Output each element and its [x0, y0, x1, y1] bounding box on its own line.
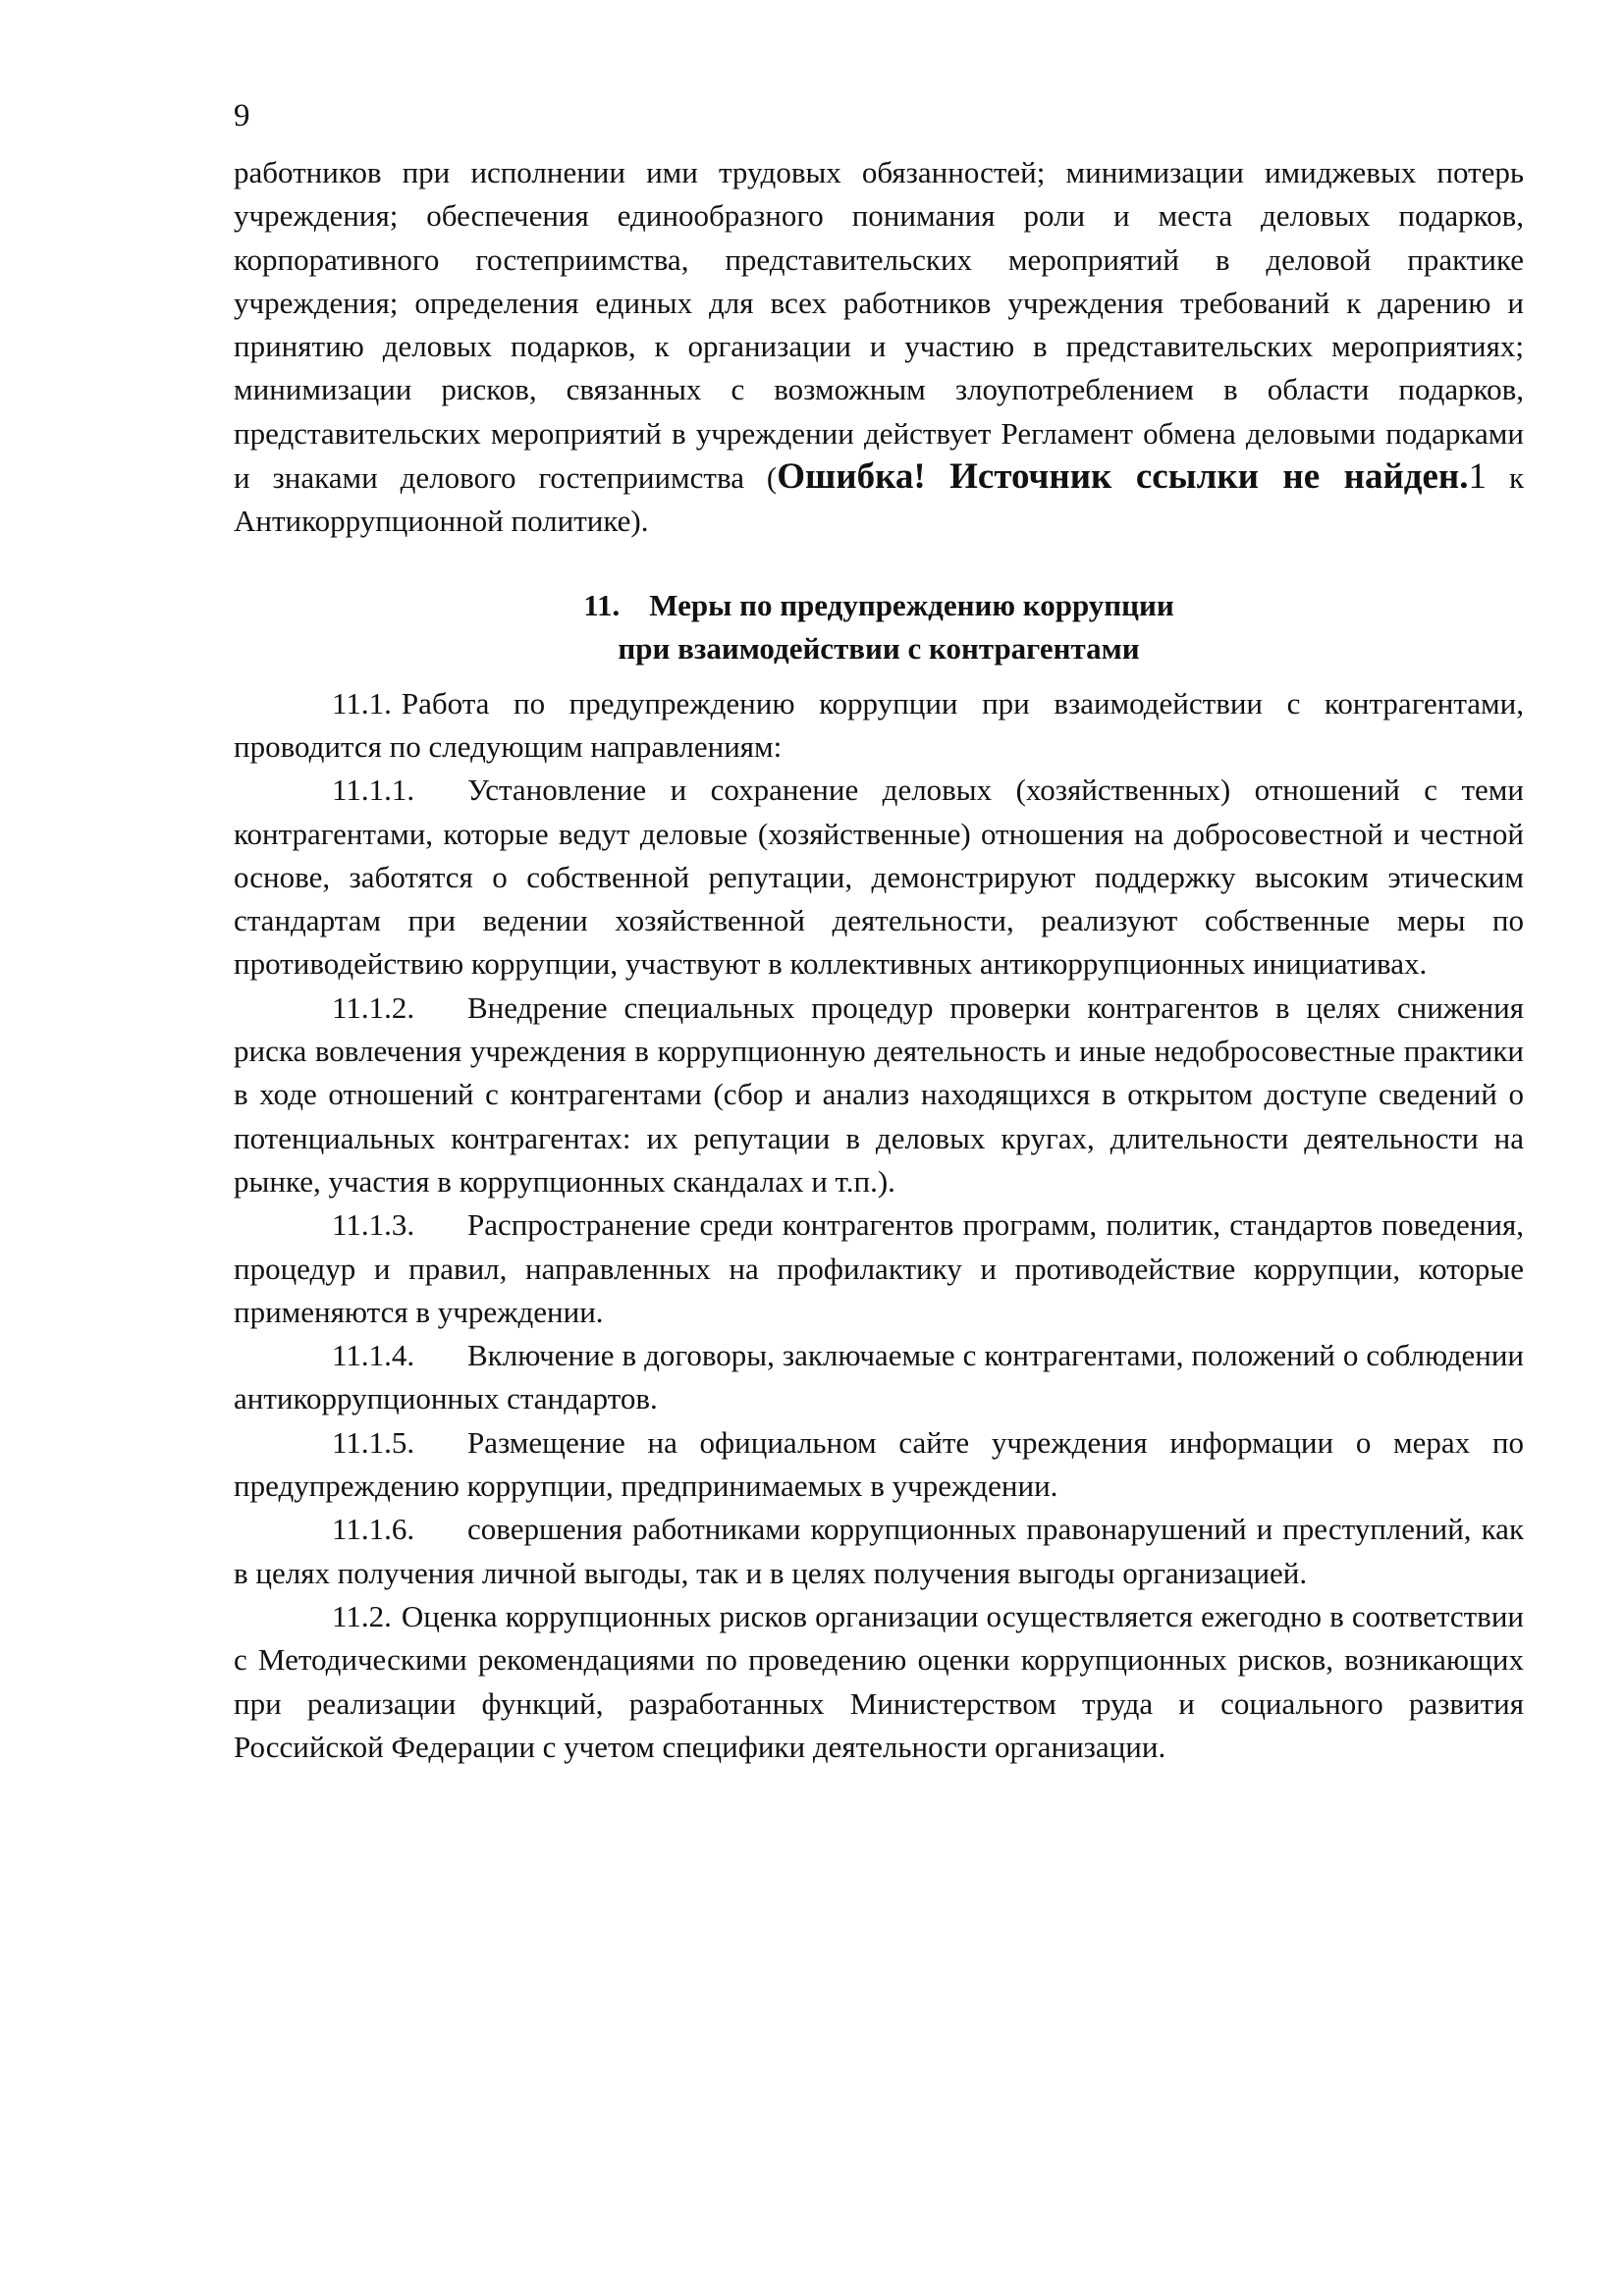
- clause-label: 11.1.3.: [332, 1207, 415, 1243]
- section-title-line1: Меры по предупреждению коррупции: [649, 587, 1174, 622]
- clause-11-1-1: [234, 769, 1524, 986]
- document-body: [234, 151, 1524, 1769]
- clause-text: совершения работниками коррупционных правонарушений и преступлений, как в целях получения личной выгоды, так и в целях получения выгоды организацией.: [234, 1512, 1524, 1590]
- clause-label: 11.1.1.: [332, 773, 415, 808]
- clause-11-1-5: [234, 1421, 1524, 1509]
- section-heading: [234, 584, 1524, 670]
- clause-text: Установление и сохранение деловых (хозяйственных) отношений с теми контрагентами, которые ведут деловые (хозяйственные) отношения на добросовестной и честной основе, заботятся о собственной репутации, демонстрируют поддержку высоким этическим стандартам при ведении хозяйственной деятельности, реализуют собственные меры по противодействию коррупции, участвуют в коллективных антикоррупционных инициативах.: [234, 773, 1524, 982]
- clause-text: Включение в договоры, заключаемые с контрагентами, положений о соблюдении антикоррупционных стандартов.: [234, 1338, 1524, 1416]
- clause-text: Размещение на официальном сайте учреждения информации о мерах по предупреждению коррупции, предпринимаемых в учреждении.: [234, 1424, 1524, 1504]
- clause-11-1: [234, 682, 1524, 770]
- clause-11-1-2: [234, 987, 1524, 1203]
- intro-tail: к Антикоррупционной политике).: [234, 460, 1525, 539]
- clause-text: Оценка коррупционных рисков организации осуществляется ежегодно в соответствии с Методическими рекомендациями по проведению оценки коррупционных рисков, возникающих при реализации функций, разработанных Министерством труда и социального развития Российской Федерации с учетом специфики деятельности организации.: [234, 1598, 1524, 1764]
- intro-text: работников при исполнении ими трудовых обязанностей; минимизации имиджевых потерь учреждения; обеспечения единообразного понимания роли и места деловых подарков, корпоративного гостеприимства, представительских мероприятий в деловой практике учреждения; определения единых для всех работников учреждения требований к дарению и принятию деловых подарков, к организации и участию в представительских мероприятиях; минимизации рисков, связанных с возможным злоупотреблением в области подарков, представительских мероприятий в учреждении действует Регламент обмена деловыми подарками и знаками делового гостеприимства (: [234, 155, 1524, 496]
- clause-label: 11.1.6.: [332, 1512, 415, 1547]
- reference-error: Ошибка! Источник ссылки не найден.: [777, 456, 1469, 498]
- clause-11-1-3: [234, 1203, 1524, 1334]
- clause-11-2: [234, 1595, 1524, 1769]
- clause-11-1-6: [234, 1508, 1524, 1595]
- section-number: 11.: [583, 587, 621, 622]
- clause-11-1-4: [234, 1334, 1524, 1421]
- clause-text: Внедрение специальных процедур проверки контрагентов в целях снижения риска вовлечения учреждения в коррупционную деятельность и иные недобросовестные практики в ходе отношений с контрагентами (сбор и анализ находящихся в открытом доступе сведений о потенциальных контрагентах: их репутации в деловых кругах, длительности деятельности на рынке, участия в коррупционных скандалах и т.п.).: [234, 989, 1524, 1199]
- section-title-line2: при взаимодействии с контрагентами: [618, 630, 1140, 666]
- page-number: 9: [234, 98, 250, 133]
- clause-label: 11.1.4.: [332, 1338, 415, 1373]
- intro-paragraph: [234, 151, 1524, 544]
- clause-label: 11.2.: [332, 1598, 392, 1633]
- clause-text: Работа по предупреждению коррупции при взаимодействии с контрагентами, проводится по следующим направлениям:: [234, 685, 1524, 764]
- clause-text: Распространение среди контрагентов программ, политик, стандартов поведения, процедур и правил, направленных на профилактику и противодействие коррупции, которые применяются в учреждении.: [234, 1207, 1524, 1329]
- clause-label: 11.1.5.: [332, 1424, 415, 1460]
- section-heading-line1: [234, 584, 1524, 627]
- clause-label: 11.1.: [332, 685, 392, 721]
- clause-label: 11.1.2.: [332, 989, 415, 1025]
- reference-number: 1: [1468, 456, 1487, 498]
